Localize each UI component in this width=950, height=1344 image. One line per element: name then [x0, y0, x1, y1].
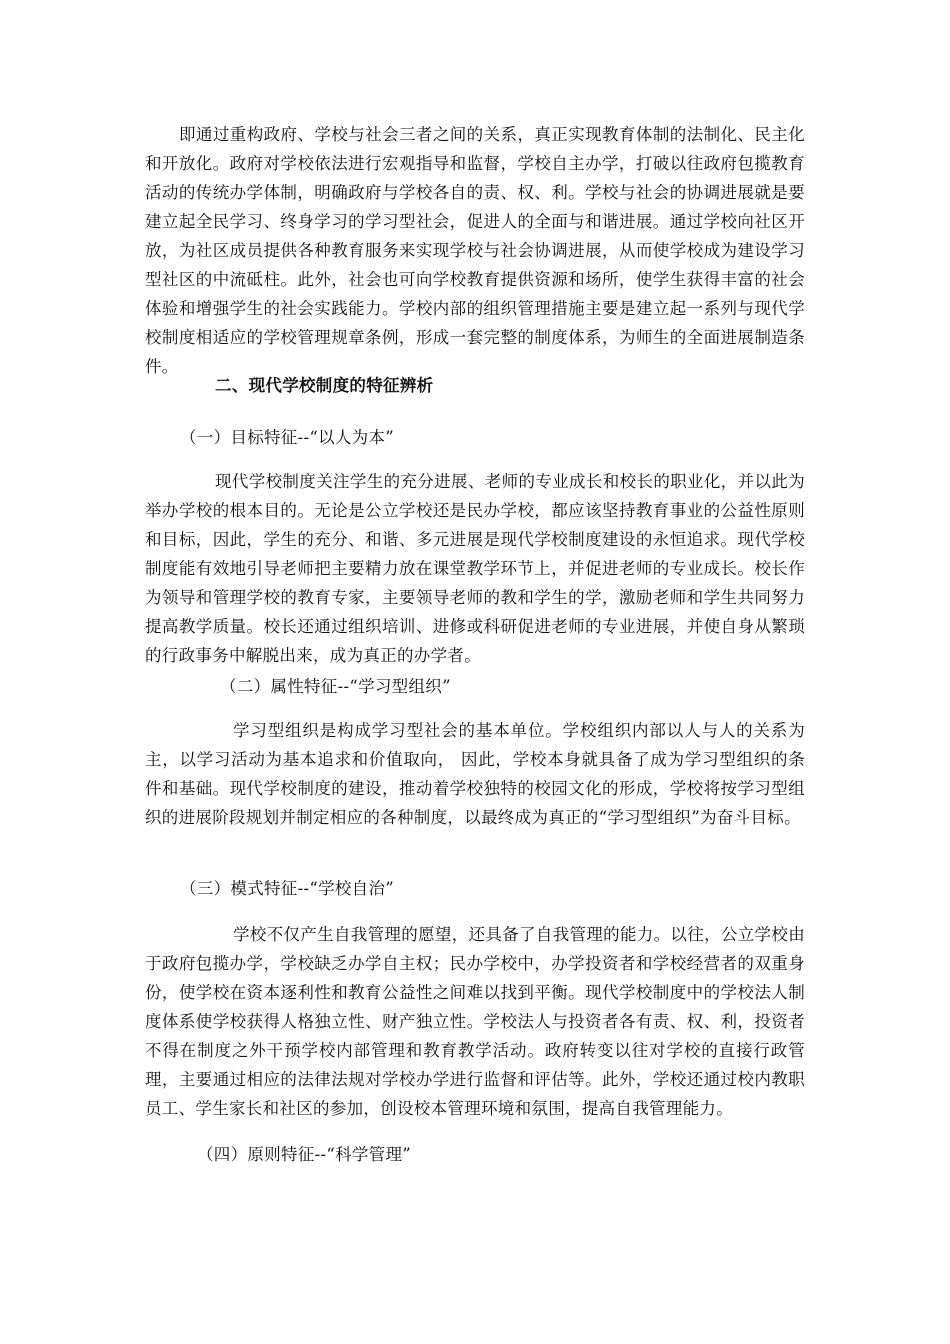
sub-heading-1: （一）目标特征--“以人为本” [180, 428, 395, 447]
sub-heading-3: （三）模式特征--“学校自治” [180, 879, 395, 898]
sub-heading-4: （四）原则特征--“科学管理” [197, 1145, 412, 1164]
sub-heading-2: （二）属性特征--“学习型组织” [220, 677, 451, 696]
body-paragraph-1: 即通过重构政府、学校与社会三者之间的关系，真正实现教育体制的法制化、民主化和开放化。政府对学校依法进行宏观指导和监督，学校自主办学，打破以往政府包揽教育活动的传统办学体制，明确政府与学校各自的责、权、利。学校与社会的协调进展就是要建立起全民学习、终身学习的学习型社会，促进人的全面与和谐进展。通过学校向社区开放，为社区成员提供各种教育服务来实现学校与社会协调进展，从而使学校成为建设学习型社区的中流砥柱。此外，社会也可向学校教育提供资源和场所，使学生获得丰富的社会体验和增强学生的社会实践能力。学校内部的组织管理措施主要是建立起一系列与现代学校制度相适应的学校管理规章条例，形成一套完整的制度体系，为师生的全面进展制造条件。 [145, 125, 805, 376]
body-paragraph-4: 学校不仅产生自我管理的愿望，还具备了自我管理的能力。以往，公立学校由于政府包揽办学，学校缺乏办学自主权；民办学校中，办学投资者和学校经营者的双重身份，使学校在资本逐利性和教育公益性之间难以找到平衡。现代学校制度中的学校法人制度体系使学校获得人格独立性、财产独立性。学校法人与投资者各有责、权、利，投资者不得在制度之外干预学校内部管理和教育教学活动。政府转变以往对学校的直接行政管理，主要通过相应的法律法规对学校办学进行监督和评估等。此外，学校还通过校内教职员工、学生家长和社区的参加，创设校本管理环境和氛围，提高自我管理能力。 [145, 925, 805, 1118]
body-paragraph-2: 现代学校制度关注学生的充分进展、老师的专业成长和校长的职业化，并以此为举办学校的根本目的。无论是公立学校还是民办学校，都应该坚持教育事业的公益性原则和目标，因此，学生的充分、和谐、多元进展是现代学校制度建设的永恒追求。现代学校制度能有效地引导老师把主要精力放在课堂教学环节上，并促进老师的专业成长。校长作为领导和管理学校的教育专家，主要领导老师的教和学生的学，激励老师和学生共同努力提高教学质量。校长还通过组织培训、进修或科研促进老师的专业进展，并使自身从繁琐的行政事务中解脱出来，成为真正的办学者。 [145, 472, 805, 665]
section-heading: 二、现代学校制度的特征辨析 [215, 376, 434, 395]
body-paragraph-3: 学习型组织是构成学习型社会的基本单位。学校组织内部以人与人的关系为主，以学习活动为基本追求和价值取向， 因此，学校本身就具备了成为学习型组织的条件和基础。现代学校制度的建设，推动着学校独特的校园文化的形成，学校将按学习型组织的进展阶段规划并制定相应的各种制度，以最终成为真正的“学习型组织”为奋斗目标。 [145, 721, 805, 827]
